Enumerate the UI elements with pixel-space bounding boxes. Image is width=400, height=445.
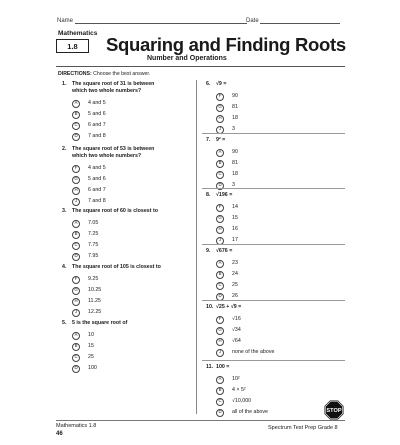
answer-bubble[interactable]: J [72, 198, 80, 206]
answer-text: 10.25 [88, 287, 102, 293]
question-text: The square root of 53 is between which two whole numbers? [72, 146, 155, 159]
answer-text: 24 [232, 271, 238, 277]
answer-text: √16 [232, 316, 241, 322]
answer-choice[interactable] [72, 229, 162, 240]
answer-bubble[interactable]: D [72, 253, 80, 261]
answer-choice[interactable] [216, 385, 306, 396]
answer-bubble[interactable]: B [216, 271, 224, 279]
answer-text: 5 and 6 [88, 111, 106, 117]
question-prompt [206, 192, 306, 199]
answer-text: 7.25 [88, 231, 99, 237]
answer-bubble[interactable]: J [72, 309, 80, 317]
answer-bubble[interactable]: B [216, 160, 224, 168]
answer-bubble[interactable]: J [216, 126, 224, 134]
answer-text: 26 [232, 293, 238, 299]
answer-text: 5 and 6 [88, 176, 106, 182]
question-separator [202, 188, 345, 189]
answer-text: 12.25 [88, 309, 102, 315]
answer-choice[interactable] [216, 91, 306, 102]
answer-choice[interactable] [216, 202, 306, 213]
answer-text: √64 [232, 338, 241, 344]
answer-bubble[interactable]: G [216, 215, 224, 223]
answer-text: 4 and 5 [88, 100, 106, 106]
answer-choice[interactable] [72, 274, 162, 285]
answer-text: 15 [88, 343, 94, 349]
answer-choice[interactable] [72, 109, 162, 120]
answer-text: 11.25 [88, 298, 101, 304]
question-number: 4. [62, 264, 67, 270]
answer-text: 25 [88, 354, 94, 360]
question-3 [62, 208, 162, 262]
question-number: 3. [62, 208, 67, 214]
answer-text: 4 × 5² [232, 387, 246, 393]
question-number: 8. [206, 192, 211, 198]
answer-bubble[interactable]: C [72, 242, 80, 250]
answer-bubble[interactable]: C [216, 398, 224, 406]
question-9 [206, 248, 306, 302]
answer-choice[interactable] [216, 325, 306, 336]
answer-bubble[interactable]: H [216, 338, 224, 346]
answer-text: 81 [232, 104, 238, 110]
answer-bubble[interactable]: F [216, 316, 224, 324]
answer-choice[interactable] [216, 147, 306, 158]
question-prompt [206, 81, 306, 88]
answer-text: 17 [232, 237, 238, 243]
answer-bubble[interactable]: B [72, 111, 80, 119]
question-2 [62, 146, 162, 207]
answer-bubble[interactable]: D [216, 409, 224, 417]
subject-label: Mathematics [58, 30, 98, 37]
answer-choice[interactable] [72, 174, 162, 185]
answer-bubble[interactable]: J [216, 349, 224, 357]
page-title: Squaring and Finding Roots [106, 34, 346, 55]
answer-bubble[interactable]: H [216, 226, 224, 234]
answer-choice[interactable] [216, 336, 306, 347]
answer-choice[interactable] [72, 98, 162, 109]
answer-choice[interactable] [72, 251, 162, 262]
question-text: √9 = [216, 81, 227, 87]
question-5 [62, 320, 162, 374]
question-text: 9² = [216, 137, 226, 143]
question-8 [206, 192, 306, 246]
question-text: √676 = [216, 248, 233, 254]
question-4 [62, 264, 162, 318]
answer-text: 6 and 7 [88, 187, 106, 193]
answer-choice[interactable] [72, 363, 162, 374]
column-divider [196, 80, 197, 414]
answer-bubble[interactable]: D [72, 365, 80, 373]
question-number: 1. [62, 81, 67, 87]
page-subtitle: Number and Operations [147, 55, 227, 62]
answer-bubble[interactable]: B [72, 231, 80, 239]
answer-bubble[interactable]: H [72, 187, 80, 195]
question-text: The square root of 105 is closest to [72, 264, 161, 270]
answer-text: √10,000 [232, 398, 252, 404]
question-text: The square root of 60 is closest to [72, 208, 158, 214]
question-text: 5 is the square root of [72, 320, 128, 326]
stop-sign-label: STOP [326, 408, 342, 415]
answer-text: 7.05 [88, 220, 99, 226]
directions [58, 71, 150, 77]
answer-text: 4 and 5 [88, 165, 106, 171]
answer-choice[interactable] [72, 120, 162, 131]
answer-text: 100 [88, 365, 97, 371]
answer-bubble[interactable]: B [216, 387, 224, 395]
answer-text: 3 [232, 126, 235, 132]
question-number: 9. [206, 248, 211, 254]
answer-choice[interactable] [72, 296, 162, 307]
question-prompt [206, 137, 306, 144]
answer-bubble[interactable]: F [72, 276, 80, 284]
answer-bubble[interactable]: C [72, 122, 80, 130]
answer-bubble[interactable]: F [72, 165, 80, 173]
answer-choice[interactable] [216, 180, 306, 191]
answer-text: 14 [232, 204, 238, 210]
answer-bubble[interactable]: A [216, 149, 224, 157]
question-text: 100 = [216, 364, 230, 370]
answer-bubble[interactable]: G [72, 176, 80, 184]
answer-text: 16 [232, 226, 238, 232]
question-text: √196 = [216, 192, 233, 198]
question-text: The square root of 31 is between which two whole numbers? [72, 81, 155, 94]
answer-bubble[interactable]: C [216, 282, 224, 290]
question-6 [206, 81, 306, 135]
directions-label: DIRECTIONS: [58, 71, 92, 77]
answer-choice[interactable] [72, 352, 162, 363]
name-rule [75, 18, 247, 24]
question-prompt [206, 364, 306, 371]
answer-bubble[interactable]: F [216, 93, 224, 101]
page-number: 46 [56, 431, 63, 437]
answer-text: √34 [232, 327, 241, 333]
answer-choice[interactable] [216, 347, 306, 358]
answer-text: 7 and 8 [88, 198, 106, 204]
question-prompt [62, 208, 162, 215]
answer-bubble[interactable]: D [216, 293, 224, 301]
answer-text: 18 [232, 171, 238, 177]
answer-text: 7.75 [88, 242, 99, 248]
question-prompt [62, 320, 162, 327]
answer-choice[interactable] [216, 374, 306, 385]
footer-lesson: Mathematics 1.8 [56, 423, 97, 429]
answer-bubble[interactable]: B [72, 343, 80, 351]
answer-text: 10² [232, 376, 240, 382]
answer-text: all of the above [232, 409, 268, 415]
answer-choice[interactable] [72, 285, 162, 296]
answer-text: 23 [232, 260, 238, 266]
answer-text: 10 [88, 332, 94, 338]
stop-sign-icon [324, 400, 344, 420]
answer-bubble[interactable]: C [216, 171, 224, 179]
answer-choice[interactable] [216, 314, 306, 325]
answer-text: 90 [232, 149, 238, 155]
date-rule [260, 18, 340, 24]
question-1 [62, 81, 162, 142]
answer-bubble[interactable]: A [72, 220, 80, 228]
question-prompt [62, 264, 162, 271]
answer-choice[interactable] [216, 224, 306, 235]
answer-choice[interactable] [72, 196, 162, 207]
answer-bubble[interactable]: H [72, 298, 80, 306]
question-7 [206, 137, 306, 191]
question-separator [202, 244, 345, 245]
answer-choice[interactable] [216, 280, 306, 291]
question-10 [206, 304, 306, 358]
answer-bubble[interactable]: A [216, 260, 224, 268]
question-number: 2. [62, 146, 67, 152]
question-separator [202, 133, 345, 134]
question-number: 5. [62, 320, 67, 326]
answer-choice[interactable] [216, 258, 306, 269]
answer-text: 3 [232, 182, 235, 188]
answer-choice[interactable] [216, 158, 306, 169]
answer-choice[interactable] [216, 169, 306, 180]
answer-choice[interactable] [72, 341, 162, 352]
answer-text: 6 and 7 [88, 122, 106, 128]
answer-bubble[interactable]: G [216, 327, 224, 335]
answer-bubble[interactable]: A [72, 100, 80, 108]
lesson-number-box: 1.8 [56, 39, 89, 53]
answer-text: 81 [232, 160, 238, 166]
question-text: √25 + √9 = [216, 304, 242, 310]
answer-choice[interactable] [72, 240, 162, 251]
date-field [246, 18, 340, 24]
directions-text: Choose the best answer. [93, 71, 151, 77]
question-prompt [62, 146, 162, 160]
answer-choice[interactable] [216, 396, 306, 407]
question-prompt [206, 248, 306, 255]
answer-bubble[interactable]: A [216, 376, 224, 384]
answer-bubble[interactable]: D [72, 133, 80, 141]
answer-bubble[interactable]: G [216, 104, 224, 112]
answer-text: 90 [232, 93, 238, 99]
answer-choice[interactable] [216, 102, 306, 113]
answer-choice[interactable] [72, 330, 162, 341]
answer-text: none of the above [232, 349, 275, 355]
question-number: 11. [206, 364, 214, 370]
question-number: 7. [206, 137, 211, 143]
answer-text: 7 and 8 [88, 133, 106, 139]
answer-text: 7.95 [88, 253, 99, 259]
answer-text: 15 [232, 215, 238, 221]
answer-choice[interactable] [216, 269, 306, 280]
answer-text: 9.25 [88, 276, 99, 282]
question-prompt [62, 81, 162, 95]
answer-choice[interactable] [216, 113, 306, 124]
answer-bubble[interactable]: H [216, 115, 224, 123]
answer-bubble[interactable]: D [216, 182, 224, 190]
answer-choice[interactable] [216, 407, 306, 418]
question-number: 10. [206, 304, 214, 310]
header-divider [56, 66, 345, 67]
answer-bubble[interactable]: A [72, 332, 80, 340]
answer-choice[interactable] [72, 163, 162, 174]
question-11 [206, 364, 306, 418]
name-label: Name [57, 18, 74, 24]
answer-choice[interactable] [216, 213, 306, 224]
date-label: Date [246, 18, 259, 24]
answer-bubble[interactable]: G [72, 287, 80, 295]
answer-bubble[interactable]: C [72, 354, 80, 362]
answer-bubble[interactable]: J [216, 237, 224, 245]
question-number: 6. [206, 81, 211, 87]
answer-choice[interactable] [72, 131, 162, 142]
answer-choice[interactable] [72, 185, 162, 196]
answer-choice[interactable] [72, 307, 162, 318]
question-separator [202, 300, 345, 301]
answer-text: 25 [232, 282, 238, 288]
answer-bubble[interactable]: F [216, 204, 224, 212]
answer-text: 18 [232, 115, 238, 121]
footer-divider [56, 420, 345, 421]
footer-book-title: Spectrum Test Prep Grade 8 [268, 425, 338, 431]
name-field [57, 18, 247, 24]
question-prompt [206, 304, 306, 311]
question-separator [202, 360, 345, 361]
answer-choice[interactable] [72, 218, 162, 229]
